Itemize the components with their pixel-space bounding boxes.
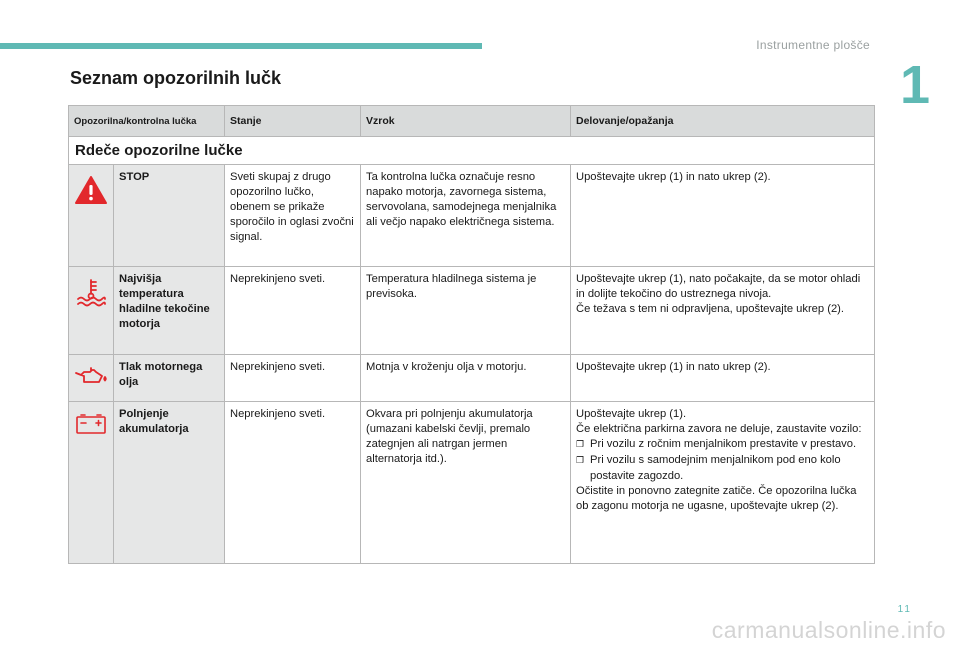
cause-cell: Motnja v kroženju olja v motorju.	[361, 355, 571, 402]
table-row	[69, 165, 875, 267]
state-cell: Neprekinjeno sveti.	[225, 267, 361, 355]
page-number: 11	[897, 604, 912, 615]
warning-lights-table	[68, 105, 875, 564]
table-row	[69, 355, 875, 402]
table-header-row	[69, 106, 875, 137]
light-name: STOP	[114, 165, 225, 267]
column-header-cause: Vzrok	[361, 106, 571, 137]
oil-pressure-icon	[74, 365, 110, 387]
coolant-temperature-icon	[75, 277, 107, 307]
checkbox-bullet-icon: ❐	[576, 440, 585, 450]
icon-cell	[69, 165, 114, 267]
action-line: Očistite in ponovno zategnite zatiče. Če opozorilna lučka ob zagonu motorja ne ugasne, upoštevajte ukrep (2).	[576, 485, 857, 512]
state-cell: Neprekinjeno sveti.	[225, 355, 361, 402]
icon-cell	[69, 355, 114, 402]
cause-cell: Ta kontrolna lučka označuje resno napako motorja, zavornega sistema, servovolana, samodejnega menjalnika ali večjo napako električnega sistema.	[361, 165, 571, 267]
page-title: Seznam opozorilnih lučk	[70, 68, 282, 88]
action-cell	[571, 267, 875, 355]
light-name: Najvišja temperatura hladilne tekočine motorja	[114, 267, 225, 355]
action-line: Upoštevajte ukrep (1).	[576, 408, 687, 420]
table-row	[69, 267, 875, 355]
cause-cell: Okvara pri polnjenju akumulatorja (umazani kabelski čevlji, premalo zategnjen ali natrgan jermen alternatorja itd.).	[361, 402, 571, 564]
cause-cell: Temperatura hladilnega sistema je previsoka.	[361, 267, 571, 355]
light-name: Tlak motornega olja	[114, 355, 225, 402]
action-cell	[571, 402, 875, 564]
section-title: Instrumentne plošče	[756, 38, 870, 52]
warning-triangle-icon	[74, 175, 108, 205]
action-cell: Upoštevajte ukrep (1) in nato ukrep (2).	[571, 355, 875, 402]
action-line: Če težava s tem ni odpravljena, upoštevajte ukrep (2).	[576, 303, 845, 315]
state-cell: Sveti skupaj z drugo opozorilno lučko, obenem se prikaže sporočilo in oglasi zvočni signal.	[225, 165, 361, 267]
top-accent-bar	[0, 43, 482, 49]
checkbox-bullet-icon: ❐	[576, 456, 585, 466]
column-header-state: Stanje	[225, 106, 361, 137]
action-line: Upoštevajte ukrep (1), nato počakajte, da se motor ohladi in dolijte tekočino do ustreznega nivoja.	[576, 273, 861, 300]
chapter-number: 1	[900, 55, 931, 115]
light-name: Polnjenje akumulatorja	[114, 402, 225, 564]
bullet-item: ❐ Pri vozilu z ročnim menjalnikom prestavite v prestavo.	[576, 437, 869, 453]
watermark: carmanualsonline.info	[711, 617, 946, 643]
action-cell: Upoštevajte ukrep (1) in nato ukrep (2).	[571, 165, 875, 267]
table-row	[69, 402, 875, 564]
bullet-item: ❐ Pri vozilu s samodejnim menjalnikom pod eno kolo postavite zagozdo.	[576, 454, 841, 482]
table-subheading: Rdeče opozorilne lučke	[69, 137, 875, 165]
action-line: Če električna parkirna zavora ne deluje, zaustavite vozilo:	[576, 423, 862, 435]
column-header-light: Opozorilna/kontrolna lučka	[69, 106, 225, 137]
icon-cell	[69, 402, 114, 564]
state-cell: Neprekinjeno sveti.	[225, 402, 361, 564]
table-subheading-row	[69, 137, 875, 165]
battery-icon	[74, 412, 108, 436]
icon-cell	[69, 267, 114, 355]
column-header-action: Delovanje/opažanja	[571, 106, 875, 137]
